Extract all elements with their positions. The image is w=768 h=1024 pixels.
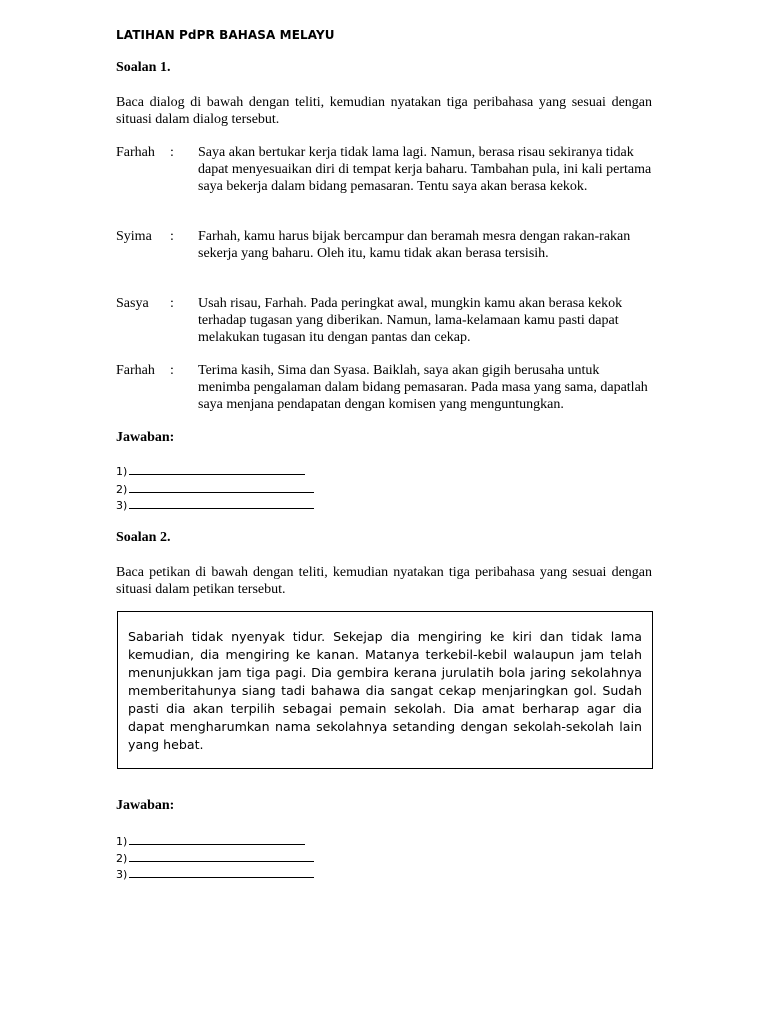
dialog-speaker: Farhah (116, 363, 155, 378)
dialog-text: Saya akan bertukar kerja tidak lama lagi. Namun, berasa risau sekiranya tidak dapat menyesuaikan diri di tempat kerja baharu. Tambahan pula, ini kali pertama saya bekerja dalam bidang pemasaran. Tentu saya akan berasa kekok. (198, 145, 652, 194)
passage-box (117, 611, 653, 769)
answer-line[interactable] (116, 867, 314, 882)
question-1-heading: Soalan 1. (116, 60, 171, 75)
answer-number: 3) (116, 868, 128, 881)
answer-label: Jawaban: (116, 430, 175, 445)
dialog-line (116, 295, 656, 346)
dialog-text: Usah risau, Farhah. Pada peringkat awal, mungkin kamu akan berasa kekok terhadap tugasan yang diberikan. Namun, lama-kelamaan kamu pasti dapat melakukan tugasan itu dengan pantas dan cekap. (198, 296, 623, 345)
answer-number: 1) (116, 835, 128, 848)
answer-label: Jawaban: (116, 798, 175, 813)
document-title: LATIHAN PdPR BAHASA MELAYU (116, 28, 335, 42)
dialog-colon: : (170, 145, 174, 160)
answer-blank[interactable] (129, 464, 305, 475)
answer-line[interactable] (116, 498, 314, 513)
question-2-instruction: Baca petikan di bawah dengan teliti, kemudian nyatakan tiga peribahasa yang sesuai dengan situasi dalam petikan tersebut. (116, 565, 652, 597)
dialog-speaker: Syima (116, 229, 152, 244)
answer-blank[interactable] (129, 834, 305, 845)
answer-blank[interactable] (129, 482, 314, 493)
dialog-text: Terima kasih, Sima dan Syasa. Baiklah, saya akan gigih berusaha untuk menimba pengalaman dalam bidang pemasaran. Pada masa yang sama, dapatlah saya menjana pendapatan dengan komisen yang menguntungkan. (198, 363, 648, 412)
answer-number: 3) (116, 499, 128, 512)
dialog-line (116, 228, 656, 262)
answer-line[interactable] (116, 482, 314, 497)
answer-number: 2) (116, 852, 128, 865)
dialog-colon: : (170, 363, 174, 378)
answer-blank[interactable] (129, 498, 314, 509)
question-2-heading: Soalan 2. (116, 530, 171, 545)
question-1-instruction: Baca dialog di bawah dengan teliti, kemudian nyatakan tiga peribahasa yang sesuai dengan situasi dalam dialog tersebut. (116, 95, 652, 127)
dialog-speaker: Farhah (116, 145, 155, 160)
dialog-text: Farhah, kamu harus bijak bercampur dan beramah mesra dengan rakan-rakan sekerja yang baharu. Oleh itu, kamu tidak akan berasa tersisih. (198, 229, 631, 261)
dialog-line (116, 144, 656, 195)
answer-blank[interactable] (129, 851, 314, 862)
dialog-colon: : (170, 296, 174, 311)
answer-number: 1) (116, 465, 128, 478)
answer-line[interactable] (116, 851, 314, 866)
dialog-line (116, 362, 656, 413)
dialog-speaker: Sasya (116, 296, 149, 311)
answer-number: 2) (116, 483, 128, 496)
dialog-colon: : (170, 229, 174, 244)
answer-line[interactable] (116, 464, 305, 479)
answer-line[interactable] (116, 834, 305, 849)
passage-text: Sabariah tidak nyenyak tidur. Sekejap dia mengiring ke kiri dan tidak lama kemudian, dia mengiring ke kanan. Matanya terkebil-kebil walaupun jam telah menunjukkan jam tiga pagi. Dia gembira kerana jurulatih bola jaring sekolahnya memberitahunya siang tadi bahawa dia sangat cekap menjaringkan gol. Sudah pasti dia akan terpilih sebagai pemain sekolah. Dia amat berharap agar dia dapat mengharumkan nama sekolahnya setanding dengan sekolah-sekolah lain yang hebat. (128, 629, 642, 752)
answer-blank[interactable] (129, 867, 314, 878)
